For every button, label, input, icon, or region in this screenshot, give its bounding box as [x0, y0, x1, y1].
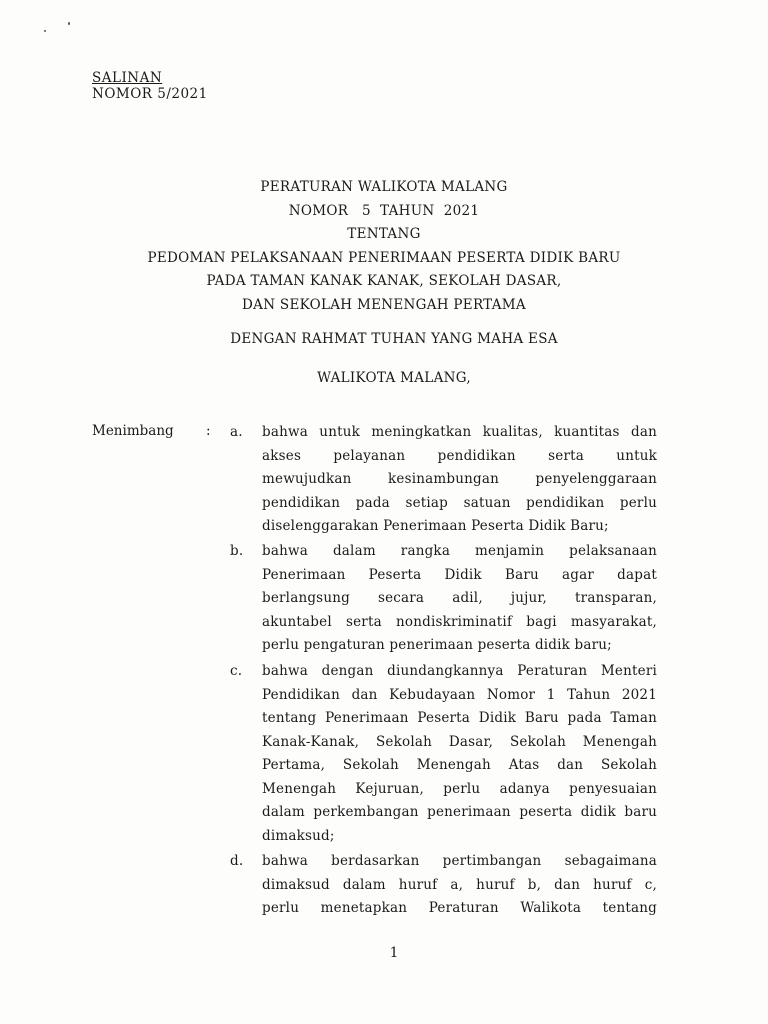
text-line: pendidikan pada setiap satuan pendidikan perlu — [262, 494, 657, 511]
item-letter: a. — [230, 424, 243, 440]
text-line: dimaksud dalam huruf a, huruf b, dan huruf c, — [262, 876, 657, 893]
text-line: bahwa berdasarkan pertimbangan sebagaimana — [262, 853, 657, 869]
text-line: dalam perkembangan penerimaan peserta didik baru — [262, 804, 657, 820]
heading-line: PERATURAN WALIKOTA MALANG — [260, 179, 508, 195]
item-letter: b. — [230, 543, 244, 559]
scan-speck — [44, 30, 46, 32]
text-line: diselenggarakan Penerimaan Peserta Didik Baru; — [262, 518, 609, 534]
menimbang-label: Menimbang — [92, 423, 174, 439]
heading-line: PADA TAMAN KANAK KANAK, SEKOLAH DASAR, — [206, 273, 562, 289]
heading-line: TENTANG — [347, 226, 421, 242]
text-line: Kanak-Kanak, Sekolah Dasar, Sekolah Menengah — [262, 733, 657, 750]
text-line: akuntabel serta nondiskriminatif bagi masyarakat, — [262, 613, 657, 630]
text-line: perlu menetapkan Peraturan Walikota tentang — [262, 900, 657, 916]
menimbang-colon: : — [206, 423, 211, 439]
item-letter: c. — [230, 663, 243, 679]
regulation-heading — [0, 176, 768, 317]
text-line: perlu pengaturan penerimaan peserta didik baru; — [262, 637, 612, 653]
salinan-block — [92, 70, 208, 102]
page-number: 1 — [389, 945, 399, 961]
heading-line: DAN SEKOLAH MENENGAH PERTAMA — [242, 296, 526, 313]
authority-line: WALIKOTA MALANG, — [317, 370, 471, 386]
text-line: Pertama, Sekolah Menengah Atas dan Sekolah — [262, 757, 657, 773]
text-line: bahwa dengan diundangkannya Peraturan Menteri — [262, 663, 657, 679]
text-line: berlangsung secara adil, jujur, transparan, — [262, 590, 657, 606]
text-line: tentang Penerimaan Peserta Didik Baru pada Taman — [262, 710, 657, 726]
text-line: dimaksud; — [262, 827, 335, 844]
heading-line: PEDOMAN PELAKSANAAN PENERIMAAN PESERTA DIDIK BARU — [147, 249, 621, 266]
item-text — [262, 850, 657, 921]
item-text — [262, 421, 657, 539]
scan-speck — [68, 22, 70, 25]
text-line: mewujudkan kesinambungan penyelenggaraan — [262, 471, 657, 487]
salinan-label: SALINAN — [92, 70, 163, 86]
text-line: bahwa dalam rangka menjamin pelaksanaan — [262, 543, 657, 559]
item-text — [262, 540, 657, 658]
item-letter: d. — [230, 853, 244, 869]
text-line: Pendidikan dan Kebudayaan Nomor 1 Tahun 2021 — [262, 686, 657, 703]
text-line: akses pelayanan pendidikan serta untuk — [262, 447, 657, 464]
text-line: Menengah Kejuruan, perlu adanya penyesuaian — [262, 780, 657, 797]
item-text — [262, 660, 657, 848]
text-line: Penerimaan Peserta Didik Baru agar dapat — [262, 566, 657, 583]
document-number: NOMOR 5/2021 — [92, 86, 208, 102]
invocation-line: DENGAN RAHMAT TUHAN YANG MAHA ESA — [230, 331, 558, 347]
heading-line: NOMOR 5 TAHUN 2021 — [288, 202, 480, 219]
text-line: bahwa untuk meningkatkan kualitas, kuantitas dan — [262, 424, 657, 440]
